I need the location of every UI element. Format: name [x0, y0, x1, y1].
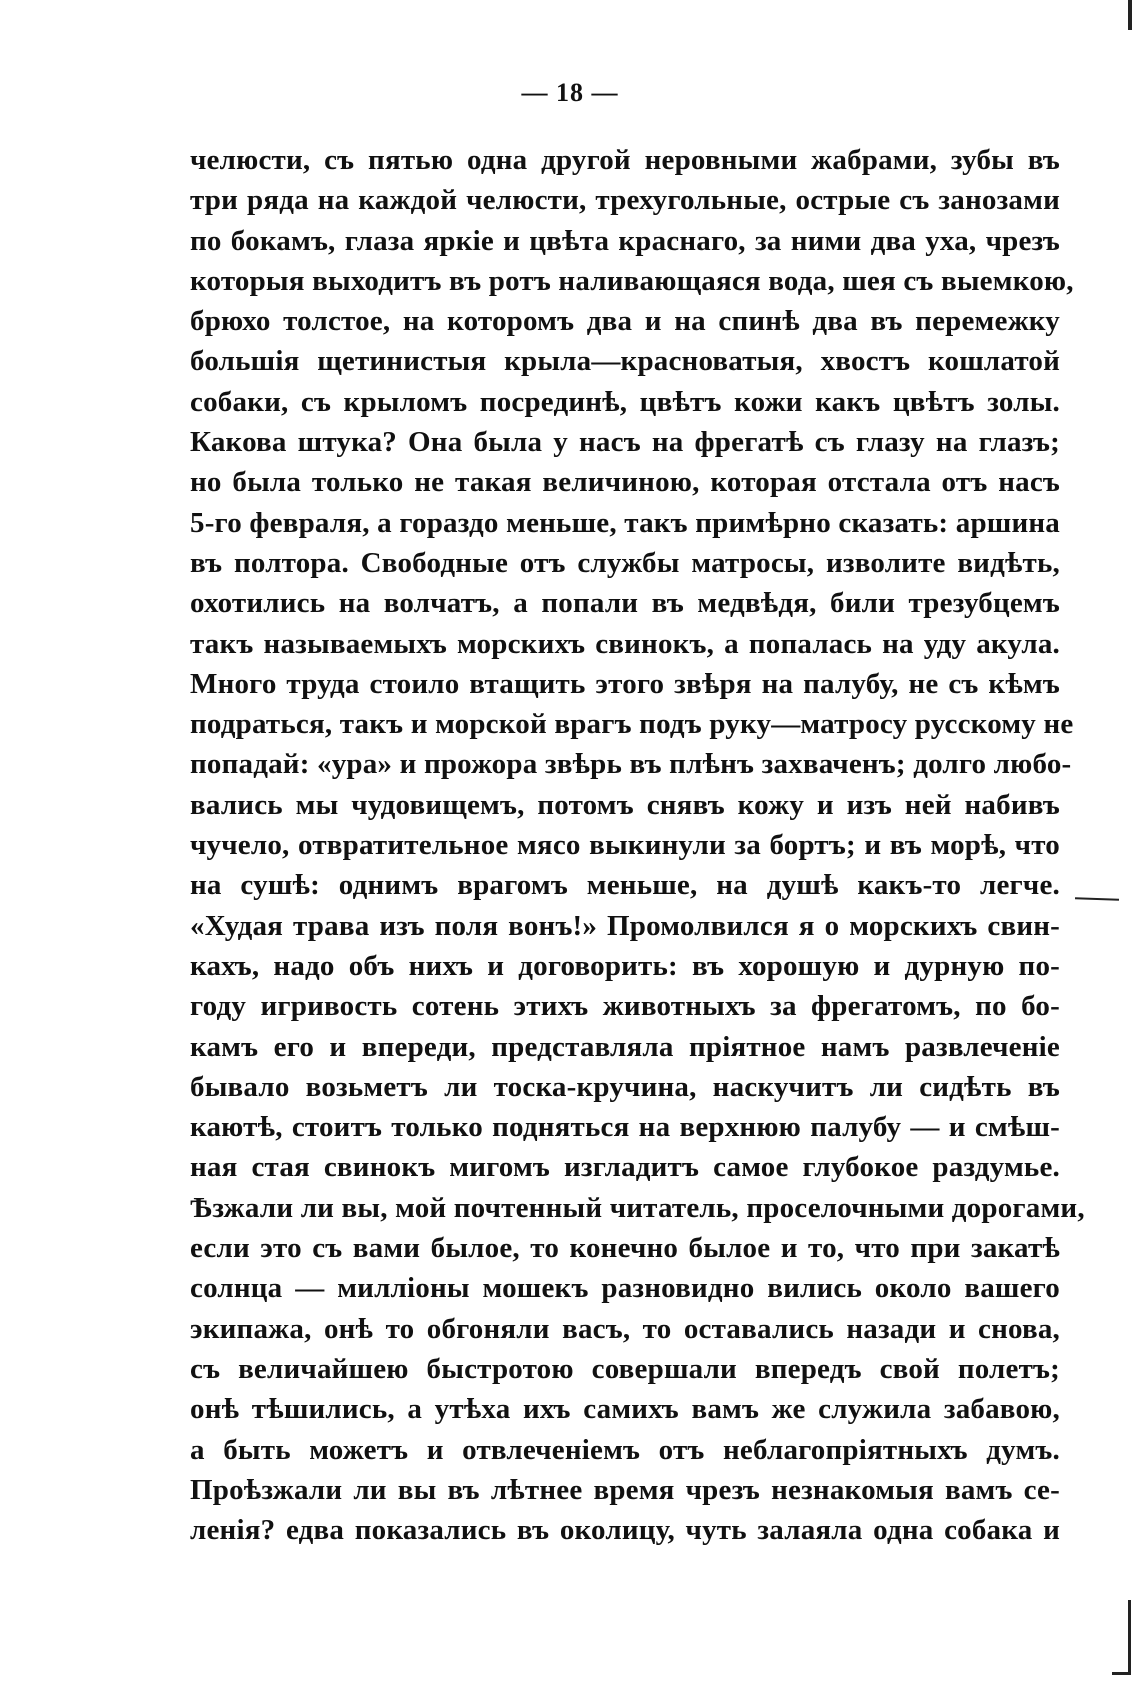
- margin-dash-mark: [1075, 897, 1119, 901]
- text-line: въ полтора. Свободные отъ службы матросы, изволите видѣть,: [190, 546, 1060, 579]
- text-line: солнца — миллiоны мошекъ разновидно вились около вашего: [190, 1272, 1060, 1305]
- text-line: Какова штука? Она была у насъ на фрегатѣ съ глазу на глазъ;: [190, 426, 1060, 459]
- text-line: «Худая трава изъ поля вонъ!» Промолвился я о морскихъ свин-: [190, 909, 1060, 942]
- text-line: ная стая свинокъ мигомъ изгладитъ самое глубокое раздумье.: [190, 1151, 1060, 1184]
- text-line: которыя выходитъ въ ротъ наливающаяся вода, шея съ выемкою,: [190, 264, 1074, 297]
- text-line: каютѣ, стоитъ только подняться на верхнюю палубу — и смѣш-: [190, 1111, 1060, 1144]
- text-line: кахъ, надо объ нихъ и договорить: въ хорошую и дурную по-: [190, 949, 1060, 982]
- text-line: три ряда на каждой челюсти, трехугольные, острые съ занозами: [190, 184, 1060, 217]
- text-line: Ѣзжали ли вы, мой почтенный читатель, проселочными дорогами,: [190, 1191, 1085, 1224]
- text-line: если это съ вами былое, то конечно былое и то, что при закатѣ: [190, 1232, 1060, 1265]
- text-line: но была только не такая величиною, которая отстала отъ насъ: [190, 466, 1060, 499]
- text-line: бывало возьметъ ли тоска-кручина, наскучитъ ли сидѣть въ: [190, 1070, 1060, 1103]
- text-line: 5-го февраля, а гораздо меньше, такъ примѣрно сказать: аршина: [190, 506, 1060, 539]
- text-line: году игривость сотень этихъ животныхъ за фрегатомъ, по бо-: [190, 990, 1060, 1023]
- text-line: собаки, съ крыломъ посрединѣ, цвѣтъ кожи какъ цвѣтъ золы.: [190, 385, 1060, 418]
- text-line: большiя щетинистыя крыла—красноватыя, хвостъ кошлатой: [190, 345, 1060, 378]
- text-line: онѣ тѣшились, а утѣха ихъ самихъ вамъ же служила забавою,: [190, 1393, 1060, 1426]
- text-line: охотились на волчатъ, а попали въ медвѣдя, били трезубцемъ: [190, 587, 1060, 620]
- text-line: а быть можетъ и отвлеченiемъ отъ неблагопрiятныхъ думъ.: [190, 1433, 1060, 1466]
- text-line: съ величайшею быстротою совершали впередъ свой полетъ;: [190, 1352, 1060, 1385]
- text-line: ленiя? едва показались въ околицу, чуть залаяла одна собака и: [190, 1514, 1060, 1547]
- text-line: Много труда стоило втащить этого звѣря на палубу, не съ кѣмъ: [190, 667, 1060, 700]
- text-line: камъ его и впереди, представляла прiятное намъ развлеченiе: [190, 1030, 1060, 1063]
- page-number: — 18 —: [521, 78, 619, 107]
- text-line: брюхо толстое, на которомъ два и на спинѣ два въ перемежку: [190, 305, 1060, 338]
- scan-edge-mark: [1112, 1672, 1130, 1675]
- body-text: [190, 140, 1085, 1550]
- scan-edge-mark: [1128, 0, 1132, 30]
- text-line: вались мы чудовищемъ, потомъ снявъ кожу и изъ ней набивъ: [190, 788, 1060, 821]
- text-line: на сушѣ: однимъ врагомъ меньше, на душѣ какъ-то легче.: [190, 869, 1060, 902]
- text-line: чучело, отвратительное мясо выкинули за бортъ; и въ морѣ, что: [190, 829, 1060, 862]
- text-line: экипажа, онѣ то обгоняли васъ, то оставались назади и снова,: [190, 1312, 1060, 1345]
- text-line: такъ называемыхъ морскихъ свинокъ, а попалась на уду акула.: [190, 627, 1060, 660]
- scan-edge-mark: [1128, 1600, 1131, 1675]
- text-line: попадай: «ура» и прожора звѣрь въ плѣнъ захваченъ; долго любо-: [190, 748, 1072, 781]
- text-line: челюсти, съ пятью одна другой неровными жабрами, зубы въ: [190, 144, 1060, 176]
- text-line: Проѣзжали ли вы въ лѣтнее время чрезъ незнакомыя вамъ се-: [190, 1473, 1060, 1506]
- text-line: по бокамъ, глаза яркiе и цвѣта краснаго, за ними два уха, чрезъ: [190, 224, 1060, 257]
- text-line: подраться, такъ и морской врагъ подъ руку—матросу русскому не: [190, 708, 1074, 741]
